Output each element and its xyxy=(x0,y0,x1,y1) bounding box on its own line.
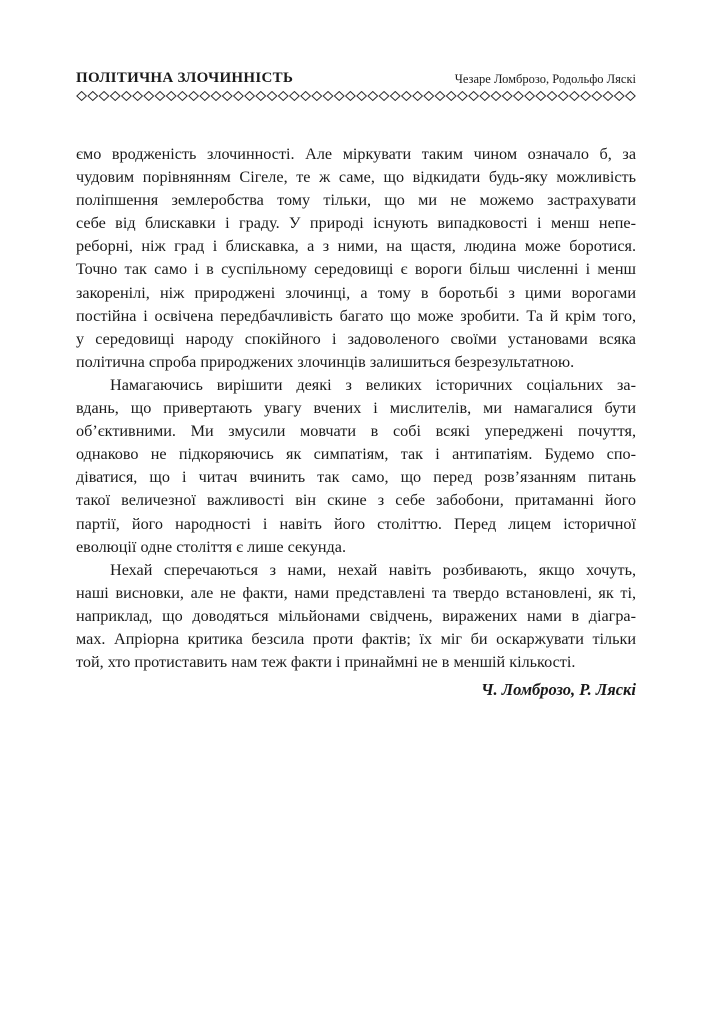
running-title: ПОЛІТИЧНА ЗЛОЧИННІСТЬ xyxy=(76,70,294,86)
running-authors: Чезаре Ломброзо, Родольфо Ляскі xyxy=(454,72,636,86)
text-line: поліпшення землеробства тому тільки, що ми не можемо застрахувати xyxy=(76,191,636,210)
text-line: той, хто протиставить нам теж факти і принаймні не в меншій кількості. xyxy=(76,653,576,672)
text-line: діватися, що і читач вчинить так само, що перед розв’язанням питань xyxy=(76,468,636,487)
author-signature: Ч. Ломброзо, Р. Ляскі xyxy=(481,680,636,699)
text-line: наші висновки, але не факти, нами представлені та твердо встановлені, як ті, xyxy=(76,583,636,602)
running-header xyxy=(76,64,636,104)
text-line: еволюції одне століття є лише секунда. xyxy=(76,537,347,556)
text-line: закоренілі, ніж природжені злочинці, а тому в боротьбі з цими ворогами xyxy=(76,283,636,302)
text-line: об’єктивними. Ми змусили мовчати в собі всякі упереджені почуття, xyxy=(76,422,636,441)
text-line: Намагаючись вирішити деякі з великих історичних соціальних за- xyxy=(110,375,636,394)
paragraph-1 xyxy=(76,143,636,374)
text-line: реборні, ніж град і блискавка, а з ними, на щастя, людина може боротися. xyxy=(76,237,636,256)
text-line: чудовим порівнянням Сігеле, те ж саме, що відкидати будь-яку можливість xyxy=(76,168,636,187)
text-line: політична спроба природжених злочинців залишиться безрезультатною. xyxy=(76,352,575,371)
paragraph-3 xyxy=(76,559,636,674)
text-line: однаково не підкоряючись як симпатіям, так і антипатіям. Будемо спо- xyxy=(76,445,636,464)
text-line: у середовищі народу спокійного і задоволеного своїми установами всяка xyxy=(76,329,636,348)
text-line: мах. Апріорна критика безсила проти фактів; їх міг би оскаржувати тільки xyxy=(76,629,636,648)
text-line: себе від блискавки і граду. У природі існують випадковості і менш непе- xyxy=(76,214,636,233)
paragraph-2 xyxy=(76,374,636,559)
text-line: партії, його народності і навіть його століттю. Перед лицем історичної xyxy=(76,514,636,533)
text-line: такої величезної важливості він скине з себе забобони, притаманні його xyxy=(76,491,636,510)
text-line: вдань, що привертають увагу вчених і мислителів, ми намагалися бути xyxy=(76,399,636,418)
text-line: ємо вродженість злочинності. Але міркувати таким чином означало б, за xyxy=(76,145,636,163)
main-text xyxy=(76,143,636,674)
text-line: наприклад, що доводяться мільйонами свідчень, виражених нами в діагра- xyxy=(76,606,636,625)
decorative-chain-border xyxy=(76,90,636,102)
text-line: Точно так само і в суспільному середовищі є вороги більш численні і менш xyxy=(76,260,636,279)
text-line: Нехай сперечаються з нами, нехай навіть розбивають, якщо хочуть, xyxy=(110,560,636,579)
text-line: постійна і освічена передбачливість багато що може зробити. Та й крім того, xyxy=(76,306,636,325)
